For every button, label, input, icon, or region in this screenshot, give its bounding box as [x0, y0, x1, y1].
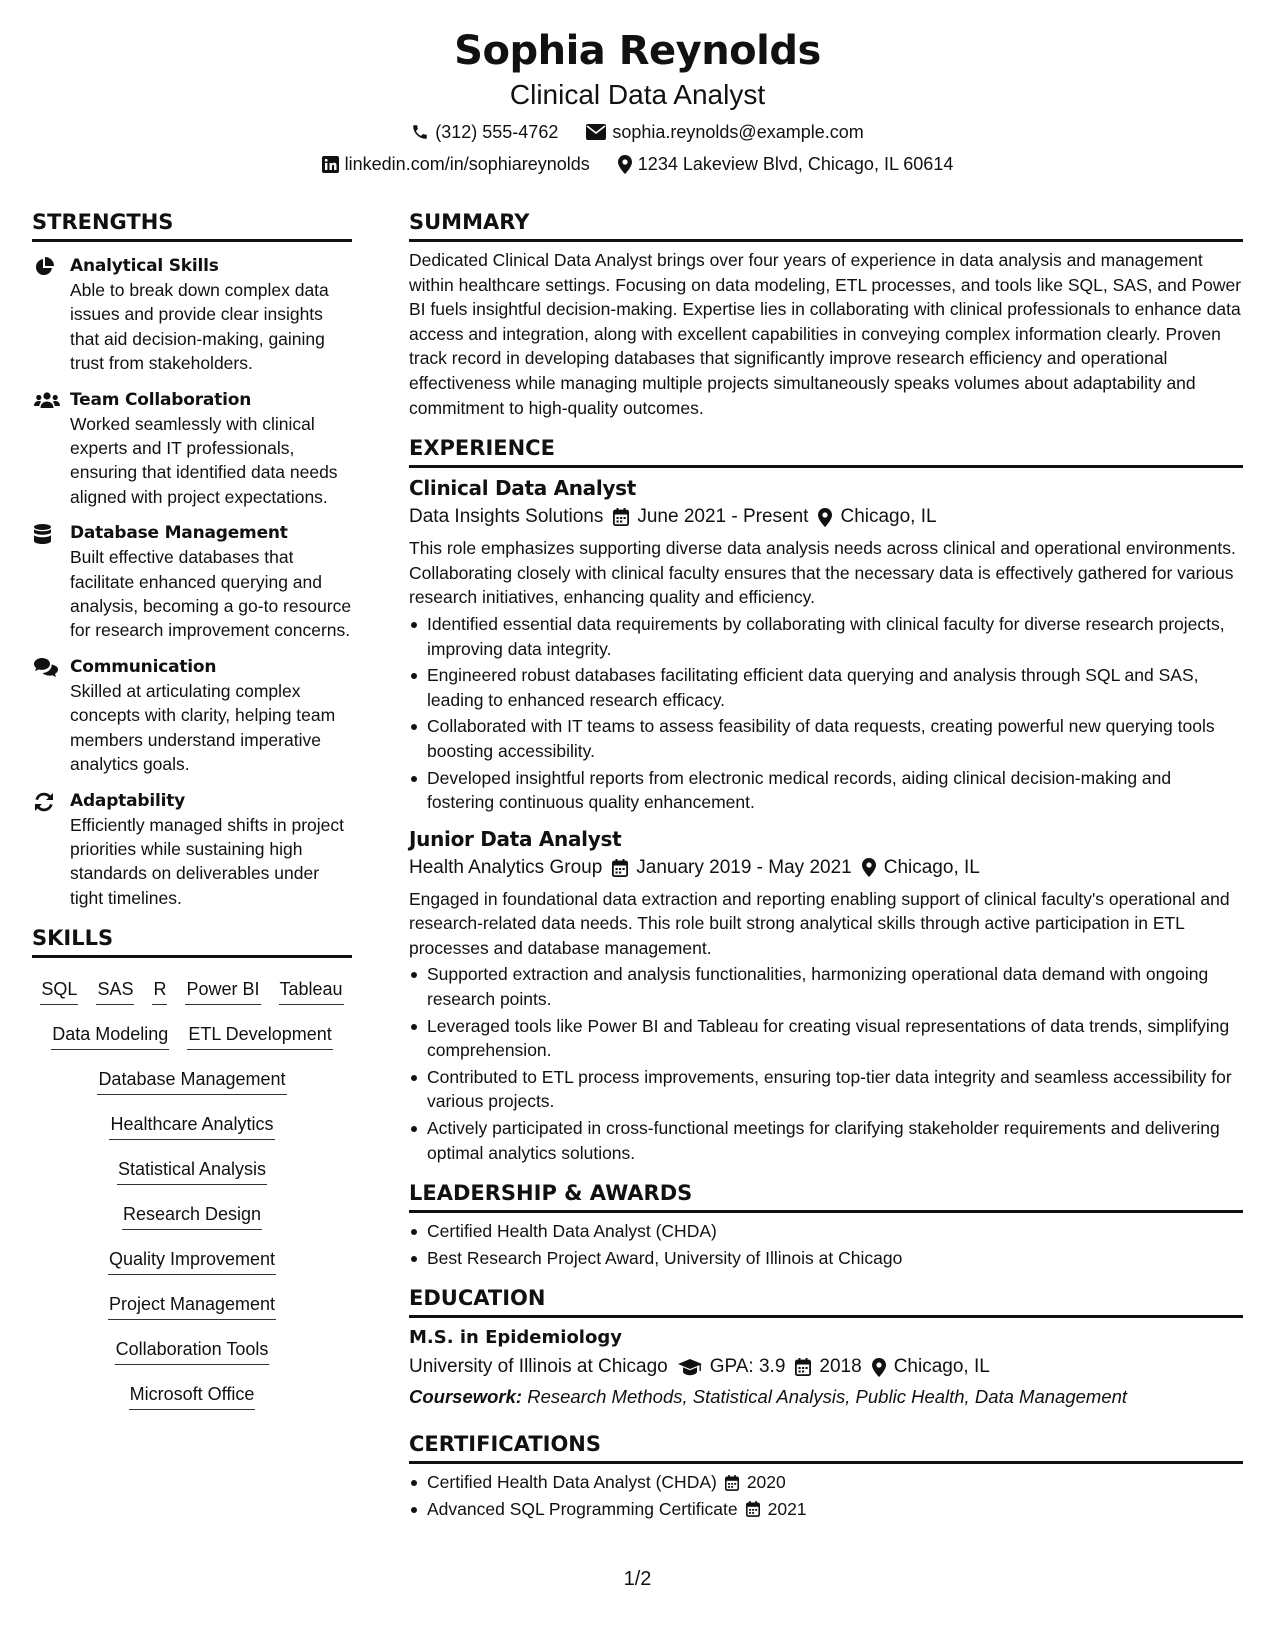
- summary-heading: SUMMARY: [409, 208, 1243, 242]
- list-item: Developed insightful reports from electronic medical records, aiding clinical decision-making and fostering continuous quality enhancement.: [409, 766, 1243, 815]
- education-degree: M.S. in Epidemiology: [409, 1327, 622, 1349]
- experience-section: [409, 434, 1243, 1165]
- list-item: Best Research Project Award, University of Illinois at Chicago: [409, 1246, 1243, 1271]
- coursework-label: Coursework:: [409, 1386, 523, 1408]
- skills-heading: SKILLS: [32, 924, 352, 958]
- strength-desc: Efficiently managed shifts in project priorities while sustaining high standards on deliverables under tight timelines.: [70, 814, 344, 908]
- strength-item: [32, 521, 352, 643]
- skills-row: [32, 1111, 352, 1156]
- linkedin-text[interactable]: linkedin.com/in/sophiareynolds: [344, 154, 590, 174]
- skill-tag: Data Modeling: [51, 1021, 169, 1050]
- cert-year: 2020: [746, 1472, 786, 1493]
- users-icon: [34, 391, 60, 409]
- list-item: Certified Health Data Analyst (CHDA): [409, 1219, 1243, 1244]
- leadership-list: [409, 1219, 1243, 1270]
- calendar-icon: [612, 859, 628, 877]
- contact-row-1: [0, 120, 1275, 144]
- skill-tag: Microsoft Office: [129, 1381, 256, 1410]
- skill-tag: SQL: [40, 976, 78, 1005]
- contact-linkedin: [322, 152, 590, 176]
- skills-row: [32, 1291, 352, 1336]
- map-marker-icon: [818, 508, 832, 527]
- calendar-icon: [795, 1358, 811, 1376]
- list-item: Actively participated in cross-functional meetings for clarifying stakeholder requirements and delivering optimal analytics solutions.: [409, 1116, 1243, 1165]
- experience-heading: EXPERIENCE: [409, 434, 1243, 468]
- skills-row: [32, 1156, 352, 1201]
- skill-tag: R: [152, 976, 167, 1005]
- list-item: [409, 1497, 1243, 1522]
- list-item: [409, 1470, 1243, 1495]
- database-icon: [34, 524, 51, 544]
- strength-item: [32, 789, 352, 911]
- coursework-text: Research Methods, Statistical Analysis, Public Health, Data Management: [527, 1386, 1128, 1408]
- calendar-icon: [725, 1475, 739, 1491]
- job-company: Data Insights Solutions: [409, 506, 604, 528]
- strength-desc: Built effective databases that facilitate enhanced querying and analysis, becoming a go-to resource for research improvement concerns.: [70, 547, 352, 641]
- skills-section: [32, 924, 352, 1426]
- skills-list: [32, 972, 352, 1426]
- skill-tag: Database Management: [97, 1066, 286, 1095]
- leadership-heading: LEADERSHIP & AWARDS: [409, 1179, 1243, 1213]
- skill-tag: Project Management: [108, 1291, 276, 1320]
- resume-header: [0, 24, 1275, 176]
- certifications-heading: CERTIFICATIONS: [409, 1430, 1243, 1464]
- strength-title: Analytical Skills: [70, 256, 219, 276]
- strength-title: Adaptability: [70, 790, 186, 811]
- skill-tag: Research Design: [122, 1201, 262, 1230]
- education-coursework: [409, 1382, 1243, 1412]
- job-location: Chicago, IL: [840, 506, 937, 528]
- job-title: Junior Data Analyst: [409, 826, 622, 851]
- right-column: [409, 208, 1243, 1536]
- skill-tag: SAS: [96, 976, 134, 1005]
- left-column: [32, 208, 352, 1426]
- job-company: Health Analytics Group: [409, 856, 603, 878]
- cert-name: Advanced SQL Programming Certificate: [427, 1499, 738, 1519]
- skills-row: [32, 976, 352, 1021]
- skill-tag: Statistical Analysis: [117, 1156, 267, 1185]
- education-meta: [409, 1352, 1243, 1382]
- skills-row: [32, 1201, 352, 1246]
- job-entry: [409, 474, 1243, 815]
- calendar-icon: [746, 1501, 760, 1517]
- skill-tag: Quality Improvement: [108, 1246, 276, 1275]
- list-item: Collaborated with IT teams to assess feasibility of data requests, creating powerful new querying tools boosting accessibility.: [409, 714, 1243, 763]
- comments-icon: [34, 658, 58, 677]
- sync-icon: [34, 792, 54, 812]
- list-item: Identified essential data requirements by collaborating with clinical faculty for diverse research projects, improving data integrity.: [409, 612, 1243, 661]
- summary-text: Dedicated Clinical Data Analyst brings over four years of experience in data analysis and management within healthcare settings. Focusing on data modeling, ETL processes, and tools like SQL, SAS, and Power BI fuels insightful decision-making. Expertise lies in collaborating with clinical professionals to enhance data access and integration, along with excellent capabilities in conveying complex information clearly. Proven track record in developing databases that significantly improve research efficiency and operational effectiveness while managing multiple projects simultaneously speaks volumes about adaptability and commitment to high-quality outcomes.: [409, 250, 1242, 418]
- list-item: Leveraged tools like Power BI and Tableau for creating visual representations of data trends, simplifying comprehension.: [409, 1014, 1243, 1063]
- job-description: This role emphasizes supporting diverse data analysis needs across clinical and operational environments. Collaborating closely with clinical faculty ensures that the necessary data is effectively gathered for various research initiatives, enhancing quality and efficiency.: [409, 538, 1236, 608]
- certifications-section: [409, 1430, 1243, 1521]
- list-item: Supported extraction and analysis functionalities, harmonizing operational data demand with ongoing research points.: [409, 962, 1243, 1011]
- job-meta: [409, 502, 1243, 532]
- job-bullets: [409, 612, 1243, 815]
- skill-tag: Tableau: [279, 976, 344, 1005]
- skill-tag: Power BI: [185, 976, 260, 1005]
- job-location: Chicago, IL: [883, 856, 980, 878]
- calendar-icon: [613, 508, 629, 526]
- map-marker-icon: [862, 858, 876, 877]
- certifications-list: [409, 1470, 1243, 1521]
- strength-title: Database Management: [70, 523, 288, 544]
- skills-row: [32, 1246, 352, 1291]
- education-section: [409, 1284, 1243, 1412]
- strength-desc: Skilled at articulating complex concepts with clarity, helping team members understand imperative analytics goals.: [70, 680, 336, 775]
- linkedin-icon: [322, 156, 339, 173]
- job-dates: January 2019 - May 2021: [636, 856, 852, 878]
- contact-address: [618, 152, 954, 176]
- strength-title: Team Collaboration: [70, 389, 252, 410]
- map-marker-icon: [618, 155, 632, 174]
- strength-item: [32, 388, 352, 510]
- graduation-cap-icon: [678, 1359, 702, 1376]
- contact-phone: [411, 120, 558, 144]
- strength-title: Communication: [70, 656, 217, 677]
- job-title: Clinical Data Analyst: [409, 476, 637, 501]
- education-school: University of Illinois at Chicago: [409, 1356, 668, 1378]
- job-entry: [409, 825, 1243, 1166]
- candidate-name: Sophia Reynolds: [454, 28, 821, 74]
- skill-tag: Collaboration Tools: [115, 1336, 270, 1365]
- contact-row-2: [0, 152, 1275, 176]
- education-heading: EDUCATION: [409, 1284, 1243, 1318]
- cert-year: 2021: [767, 1499, 807, 1519]
- list-item: Contributed to ETL process improvements, ensuring top-tier data integrity and seamless accessibility for various projects.: [409, 1065, 1243, 1114]
- summary-section: [409, 208, 1243, 420]
- education-location: Chicago, IL: [893, 1356, 990, 1378]
- phone-icon: [411, 123, 429, 141]
- pie-chart-icon: [34, 257, 54, 277]
- strength-desc: Able to break down complex data issues and provide clear insights that aid decision-making, gaining trust from stakeholders.: [70, 280, 329, 374]
- address-text: 1234 Lakeview Blvd, Chicago, IL 60614: [637, 154, 954, 174]
- education-gpa: GPA: 3.9: [709, 1356, 786, 1378]
- skills-row: [32, 1336, 352, 1381]
- skills-row: [32, 1021, 352, 1066]
- skill-tag: Healthcare Analytics: [109, 1111, 274, 1140]
- page-number: 1/2: [623, 1568, 652, 1590]
- job-meta: [409, 853, 1243, 883]
- education-year: 2018: [819, 1356, 862, 1378]
- map-marker-icon: [872, 1358, 886, 1377]
- strengths-heading: STRENGTHS: [32, 208, 352, 242]
- phone-text[interactable]: (312) 555-4762: [435, 122, 559, 142]
- skill-tag: ETL Development: [187, 1021, 332, 1050]
- skills-row: [32, 1066, 352, 1111]
- strength-desc: Worked seamlessly with clinical experts and IT professionals, ensuring that identified data needs aligned with project expectations.: [70, 413, 338, 507]
- cert-name: Certified Health Data Analyst (CHDA): [427, 1472, 717, 1493]
- envelope-icon: [586, 124, 606, 140]
- job-bullets: [409, 962, 1243, 1165]
- strength-item: [32, 655, 352, 777]
- leadership-section: [409, 1179, 1243, 1270]
- email-text[interactable]: sophia.reynolds@example.com: [612, 122, 864, 142]
- job-description: Engaged in foundational data extraction and reporting enabling support of clinical faculty's operational and research-related data needs. This role built strong analytical skills through active participation in ETL processes and database management.: [409, 888, 1230, 958]
- strength-item: [32, 254, 352, 376]
- candidate-title: Clinical Data Analyst: [509, 79, 766, 110]
- job-dates: June 2021 - Present: [637, 506, 809, 528]
- list-item: Engineered robust databases facilitating efficient data querying and analysis through SQL and SAS, leading to enhanced research efficacy.: [409, 663, 1243, 712]
- contact-email: [586, 120, 863, 144]
- skills-row: [32, 1381, 352, 1426]
